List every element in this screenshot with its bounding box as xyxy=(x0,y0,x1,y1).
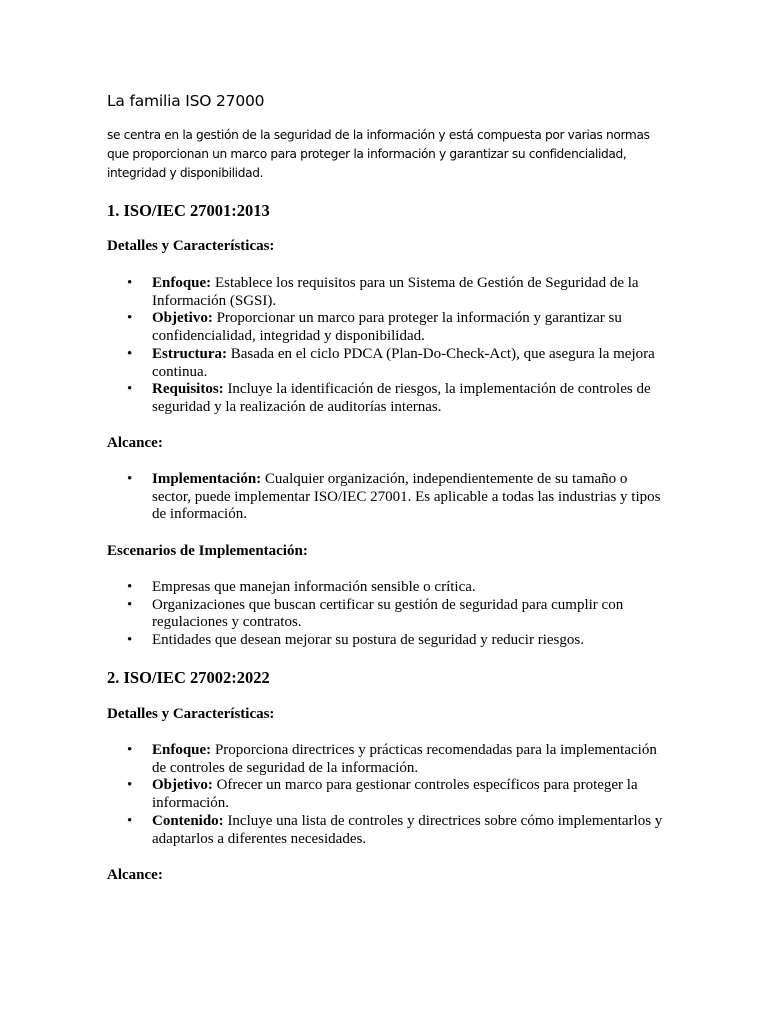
list-item: • Entidades que desean mejorar su postura de seguridad y reducir riesgos. xyxy=(107,632,667,650)
item-term: Estructura: xyxy=(152,345,227,362)
section-1-scope-heading: Alcance: xyxy=(107,435,163,451)
section-1-details-heading: Detalles y Características: xyxy=(107,238,275,254)
section-2-details-heading: Detalles y Características: xyxy=(107,706,275,722)
item-text: Incluye la identificación de riesgos, la implementación de controles de seguridad y la realización de auditorías internas. xyxy=(152,381,651,415)
list-item xyxy=(107,777,667,812)
item-text: Establece los requisitos para un Sistema de Gestión de Seguridad de la Información (SGSI). xyxy=(152,275,639,309)
section-1-heading: 1. ISO/IEC 27001:2013 xyxy=(107,201,270,220)
item-text: Proporciona directrices y prácticas recomendadas para la implementación de controles de seguridad de la información. xyxy=(152,742,657,776)
item-term: Objetivo: xyxy=(152,310,213,327)
list-item xyxy=(107,275,667,310)
section-1-scope-list xyxy=(107,471,667,524)
list-item xyxy=(107,471,667,524)
section-2-scope-heading: Alcance: xyxy=(107,867,163,883)
list-item xyxy=(107,813,667,848)
item-text: Basada en el ciclo PDCA (Plan-Do-Check-Act), que asegura la mejora continua. xyxy=(152,345,655,380)
item-text: Incluye una lista de controles y directrices sobre cómo implementarlos y adaptarlos a diferentes necesidades. xyxy=(152,812,663,847)
item-text: Ofrecer un marco para gestionar controles específicos para proteger la información. xyxy=(152,777,638,812)
item-text: Proporcionar un marco para proteger la información y garantizar su confidencialidad, integridad y disponibilidad. xyxy=(152,310,622,345)
item-text: Cualquier organización, independientemente de su tamaño o sector, puede implementar ISO/IEC 27001. Es aplicable a todas las industrias y tipos de información. xyxy=(152,471,661,523)
section-1-scenarios-heading: Escenarios de Implementación: xyxy=(107,543,308,559)
section-2-details-list xyxy=(107,742,667,848)
item-term: Implementación: xyxy=(152,471,262,487)
item-term: Contenido: xyxy=(152,812,224,829)
list-item xyxy=(107,310,667,345)
list-item: • Organizaciones que buscan certificar su gestión de seguridad para cumplir con regulaciones y contratos. xyxy=(107,597,667,632)
list-item: • Empresas que manejan información sensible o crítica. xyxy=(107,579,667,597)
section-1-details-list xyxy=(107,275,667,417)
list-item xyxy=(107,346,667,381)
section-2-heading: 2. ISO/IEC 27002:2022 xyxy=(107,668,270,687)
item-term: Enfoque: xyxy=(152,742,212,758)
list-item xyxy=(107,381,667,416)
list-item xyxy=(107,742,667,777)
item-term: Objetivo: xyxy=(152,777,213,794)
section-1-scenarios-list xyxy=(107,579,667,650)
document-title: La familia ISO 27000 xyxy=(107,92,265,110)
intro-paragraph: se centra en la gestión de la seguridad de la información y está compuesta por varias normas que proporcionan un marco para proteger la información y garantizar su confidencialidad, integridad y disponibilidad. xyxy=(107,128,650,181)
item-term: Requisitos: xyxy=(152,381,224,398)
item-term: Enfoque: xyxy=(152,275,212,291)
